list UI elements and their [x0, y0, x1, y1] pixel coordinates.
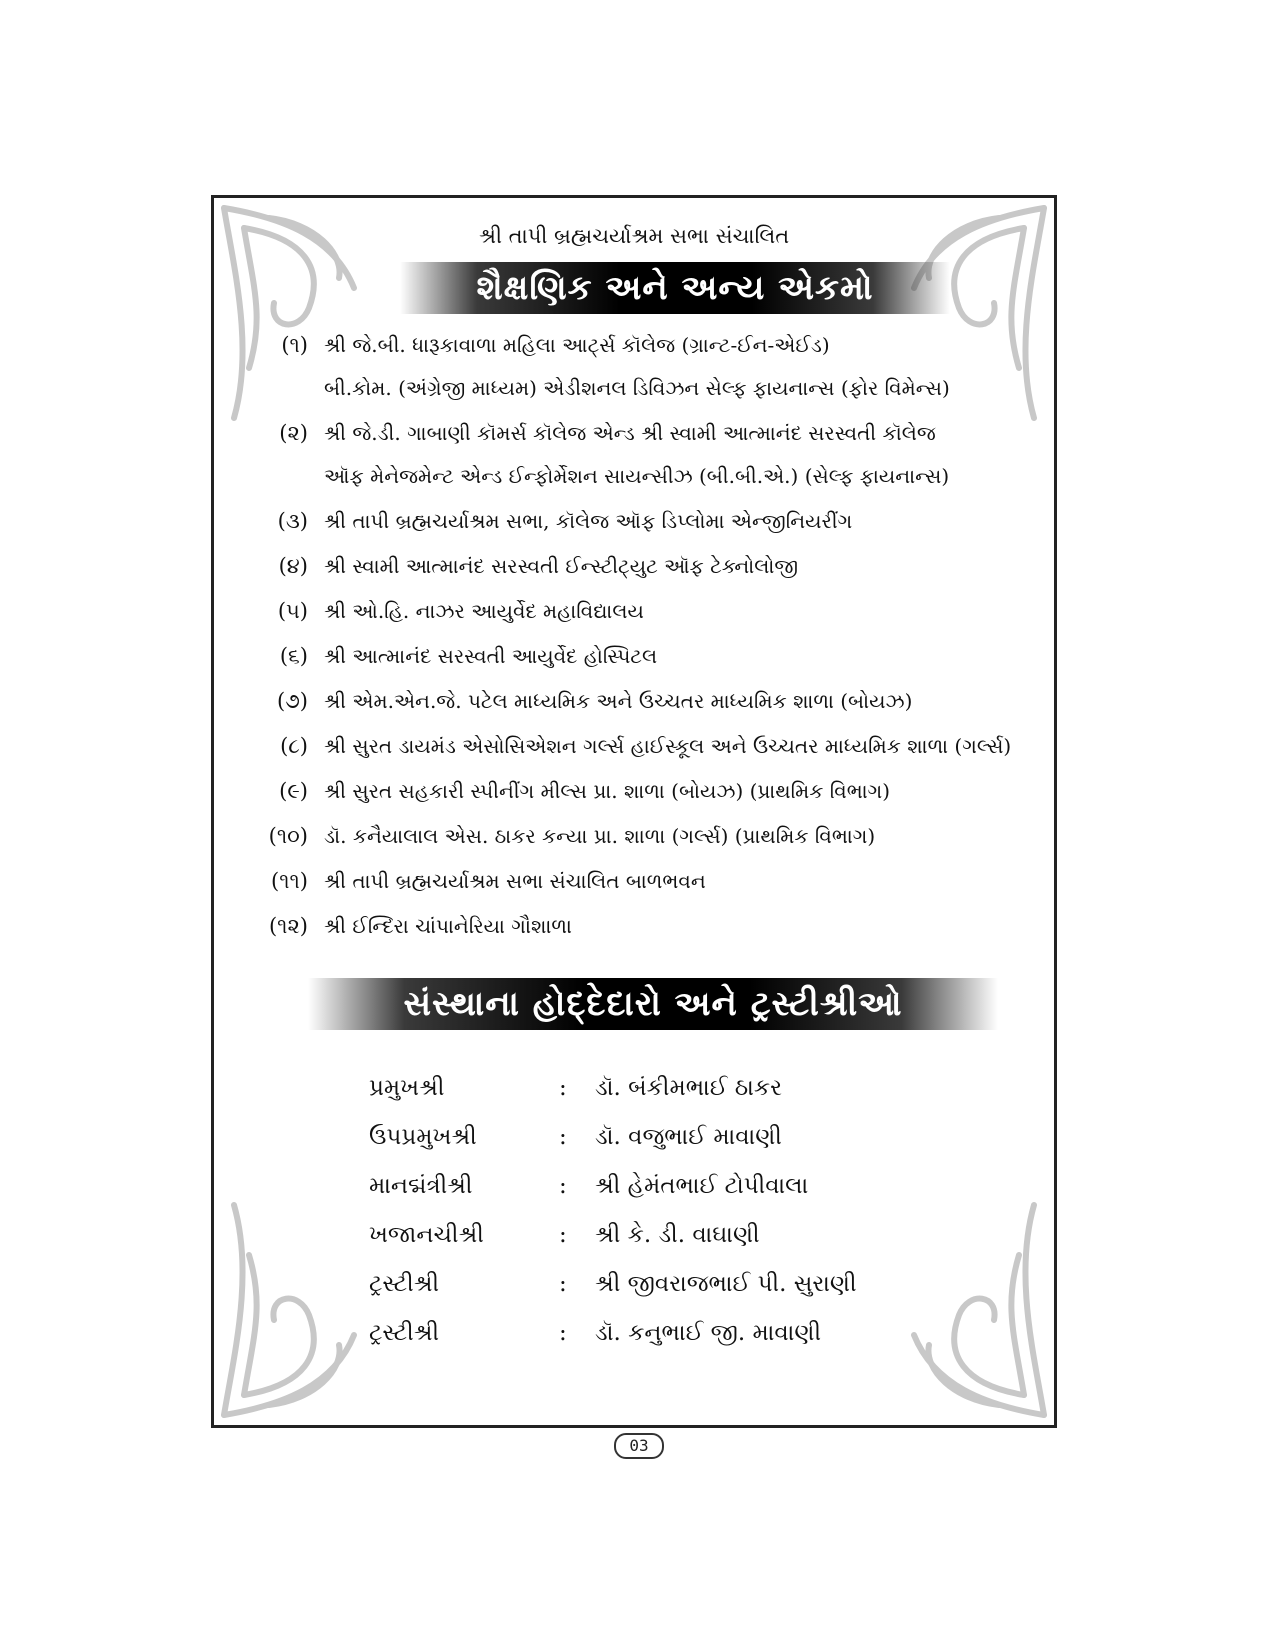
list-item	[244, 864, 1044, 898]
item-text: શ્રી તાપી બ્રહ્મચર્યાશ્રમ સભા, કૉલેજ ઑફ ડિપ્લોમા એન્જીનિયરીંગ	[324, 509, 853, 533]
officer-role: ટ્રસ્ટીશ્રી	[369, 1319, 440, 1346]
item-number: (૪)	[278, 554, 308, 578]
item-text: શ્રી જે.ડી. ગાબાણી કૉમર્સ કૉલેજ એન્ડ શ્રી સ્વામી આત્માનંદ સરસ્વતી કૉલેજ	[324, 421, 936, 445]
ornamental-corner-icon	[214, 1195, 364, 1425]
page-number: 03	[614, 1433, 664, 1459]
item-text: ડૉ. કનૈયાલાલ એસ. ઠાકર કન્યા પ્રા. શાળા (ગર્લ્સ) (પ્રાથમિક વિભાગ)	[324, 824, 876, 848]
officer-name: ડૉ. કનુભાઈ જી. માવાણી	[595, 1319, 822, 1346]
officer-role: ટ્રસ્ટીશ્રી	[369, 1270, 440, 1297]
separator-colon: :	[559, 1123, 567, 1150]
list-item	[244, 684, 1044, 718]
item-text-continued: ઑફ મેનેજમેન્ટ એન્ડ ઈન્ફોર્મેશન સાયન્સીઝ (બી.બી.એ.) (સેલ્ફ ફાયનાન્સ)	[324, 464, 950, 488]
officer-name: ડૉ. બંકીમભાઈ ઠાકર	[595, 1074, 782, 1101]
item-number: (૫)	[277, 599, 308, 623]
section-banner-units	[400, 262, 950, 314]
officer-name: શ્રી કે. ડી. વાઘાણી	[595, 1221, 760, 1248]
item-text: શ્રી સુરત ડાયમંડ એસોસિએશન ગર્લ્સ હાઈસ્કૂલ અને ઉચ્ચતર માધ્યમિક શાળા (ગર્લ્સ)	[324, 734, 1012, 758]
item-text: શ્રી ઈન્દિરા ચાંપાનેરિયા ગૌશાળા	[324, 914, 572, 938]
section-title-units: શૈક્ષણિક અને અન્ય એકમો	[476, 268, 874, 308]
list-item	[244, 819, 1044, 853]
item-text-continued: બી.કોમ. (અંગ્રેજી માધ્યમ) એડીશનલ ડિવિઝન સેલ્ફ ફાયનાન્સ (ફોર વિમેન્સ)	[324, 376, 950, 400]
item-text: શ્રી સ્વામી આત્માનંદ સરસ્વતી ઈન્સ્ટીટ્યુટ ઑફ ટેક્નોલોજી	[324, 554, 799, 578]
officer-row	[369, 1308, 969, 1357]
page-frame	[211, 195, 1057, 1428]
officer-role: ખજાનચીશ્રી	[369, 1221, 484, 1248]
list-item	[244, 594, 1044, 628]
section-title-officers: સંસ્થાના હોદ્દેદારો અને ટ્રસ્ટીશ્રીઓ	[403, 984, 903, 1024]
list-item	[244, 416, 1044, 493]
officers-list	[369, 1063, 969, 1357]
officer-name: શ્રી જીવરાજભાઈ પી. સુરાણી	[595, 1270, 857, 1297]
list-item	[244, 639, 1044, 673]
separator-colon: :	[559, 1221, 567, 1248]
list-item	[244, 909, 1044, 943]
item-text: શ્રી એમ.એન.જે. પટેલ માધ્યમિક અને ઉચ્ચતર માધ્યમિક શાળા (બોયઝ)	[324, 689, 913, 713]
officer-row	[369, 1210, 969, 1259]
item-number: (૯)	[279, 779, 308, 803]
separator-colon: :	[559, 1172, 567, 1199]
item-number: (૬)	[279, 644, 308, 668]
item-text: શ્રી સુરત સહકારી સ્પીનીંગ મીલ્સ પ્રા. શાળા (બોયઝ) (પ્રાથમિક વિભાગ)	[324, 779, 891, 803]
officer-row	[369, 1112, 969, 1161]
item-number: (૮)	[280, 734, 308, 758]
list-item	[244, 774, 1044, 808]
officer-row	[369, 1259, 969, 1308]
item-number: (૧૧)	[271, 869, 308, 893]
officer-row	[369, 1063, 969, 1112]
officer-name: શ્રી હેમંતભાઈ ટોપીવાલા	[595, 1172, 809, 1199]
separator-colon: :	[559, 1319, 567, 1346]
list-item	[244, 504, 1044, 538]
item-number: (૧)	[281, 333, 308, 357]
list-item	[244, 729, 1044, 763]
officer-role: ઉપપ્રમુખશ્રી	[369, 1123, 477, 1150]
list-item	[244, 328, 1044, 405]
item-text: શ્રી આત્માનંદ સરસ્વતી આયુર્વેદ હોસ્પિટલ	[324, 644, 658, 668]
officer-role: પ્રમુખશ્રી	[369, 1074, 445, 1101]
page-subtitle: શ્રી તાપી બ્રહ્મચર્યાશ્રમ સભા સંચાલિત	[478, 224, 790, 248]
officer-role: માનદ્મંત્રીશ્રી	[369, 1172, 473, 1199]
units-list	[244, 328, 1044, 954]
item-text: શ્રી તાપી બ્રહ્મચર્યાશ્રમ સભા સંચાલિત બાળભવન	[324, 869, 706, 893]
item-text: શ્રી જે.બી. ધારૂકાવાળા મહિલા આર્ટ્સ કૉલેજ (ગ્રાન્ટ-ઈન-એઈડ)	[324, 333, 830, 357]
item-number: (૧૦)	[268, 824, 308, 848]
separator-colon: :	[559, 1270, 567, 1297]
item-number: (૧૨)	[268, 914, 308, 938]
officer-name: ડૉ. વજુભાઈ માવાણી	[595, 1123, 782, 1150]
list-item	[244, 549, 1044, 583]
item-number: (૭)	[277, 689, 308, 713]
officer-row	[369, 1161, 969, 1210]
item-number: (૨)	[279, 421, 308, 445]
item-number: (૩)	[277, 509, 308, 533]
item-text: શ્રી ઓ.હિ. નાઝર આયુર્વેદ મહાવિદ્યાલય	[324, 599, 644, 623]
separator-colon: :	[559, 1074, 567, 1101]
section-banner-officers	[308, 978, 998, 1030]
